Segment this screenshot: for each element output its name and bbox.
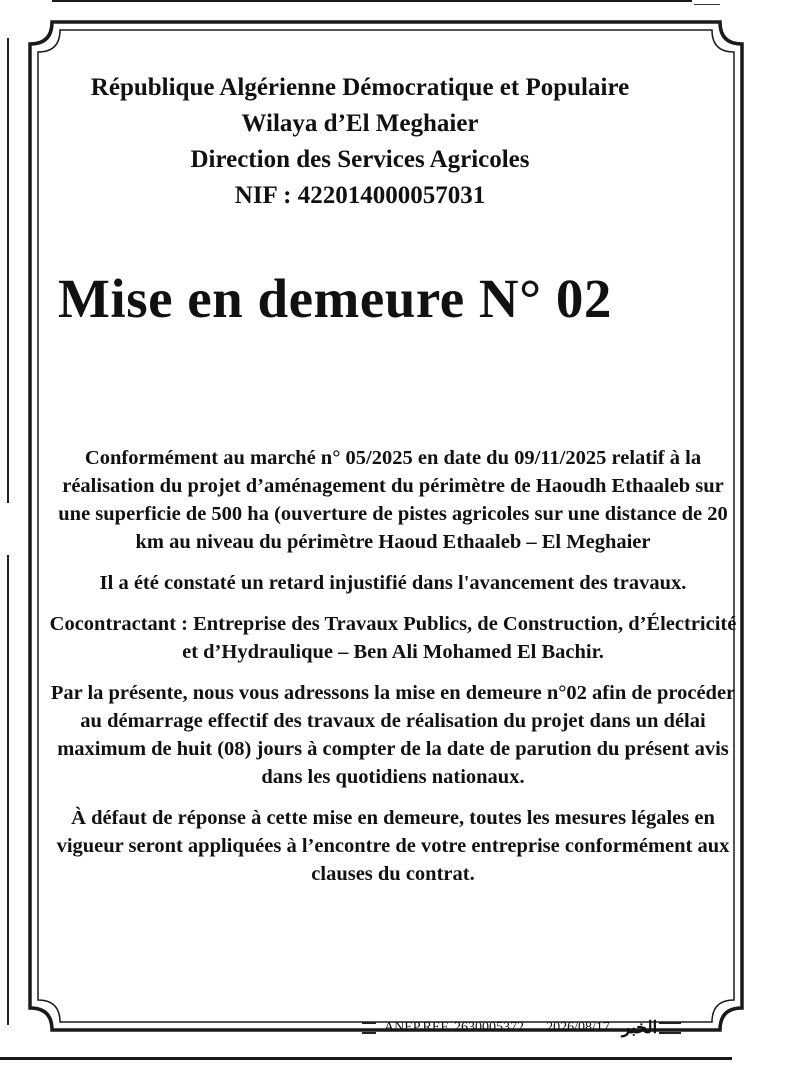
footer-bars-icon [362,1022,376,1034]
notice-title: Mise en demeure N° 02 [58,268,612,329]
newspaper-logo: الخبر [621,1018,658,1037]
notice-body [46,444,740,901]
directorate-name: Direction des Services Agricoles [190,146,530,173]
consequence-paragraph: À défaut de réponse à cette mise en demeure, toutes les mesures légales en vigueur seront appliquées à l’encontre de votre entreprise conformément aux clauses du contrat. [56,807,730,885]
anep-reference: ANEP.REF. 2630005372 [384,1020,525,1036]
publication-footer [362,1017,722,1039]
issuer-header [40,70,680,214]
wilaya-name: Wilaya d’El Meghaier [241,110,479,137]
footer-bars-icon [659,1022,681,1034]
contractor-paragraph: Cocontractant : Entreprise des Travaux Publics, de Construction, d’Électricité et d’Hydraulique – Ben Ali Mohamed El Bachir. [49,613,737,663]
country-name: République Algérienne Démocratique et Populaire [90,74,630,101]
contract-paragraph: Conformément au marché n° 05/2025 en date du 09/11/2025 relatif à la réalisation du projet d’aménagement du périmètre de Haoudh Ethaaleb sur une superficie de 500 ha (ouverture de pistes agricoles sur une distance de 20 km au niveau du périmètre Haoud Ethaaleb – El Meghaier [58,447,728,553]
nif-number: NIF : 422014000057031 [234,182,486,209]
delay-paragraph: Il a été constaté un retard injustifié dans l'avancement des travaux. [99,572,687,594]
publication-date: 2026/08/17 [546,1020,610,1036]
notice-paragraph: Par la présente, nous vous adressons la mise en demeure n°02 afin de procéder au démarrage effectif des travaux de réalisation du projet dans un délai maximum de huit (08) jours à compter de la date de parution du présent avis dans les quotidiens nationaux. [50,682,736,788]
